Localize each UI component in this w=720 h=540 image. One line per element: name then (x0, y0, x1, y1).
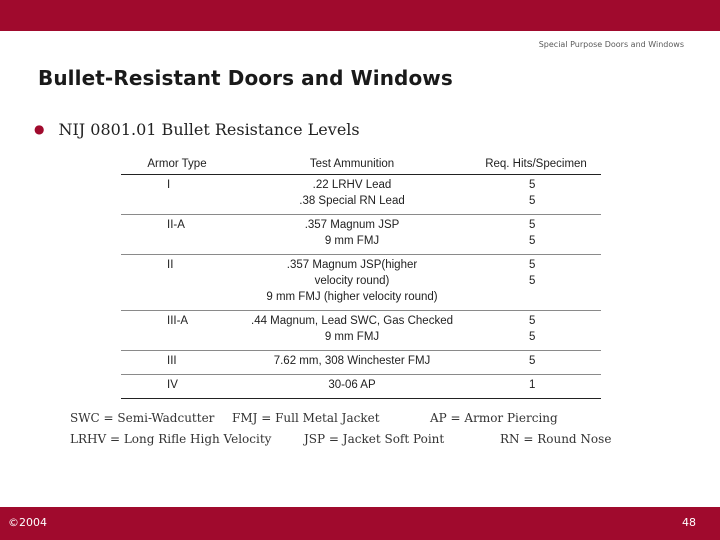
hits-value: 5 (529, 179, 536, 191)
hits-value: 5 (529, 315, 536, 327)
armor-type-cell: I (167, 179, 171, 191)
ammunition-line: .44 Magnum, Lead SWC, Gas Checked (251, 315, 453, 327)
column-header-armor-type: Armor Type (121, 155, 233, 175)
copyright-text: ©2004 (8, 516, 47, 529)
hits-value: 5 (529, 259, 536, 271)
ammunition-line: 9 mm FMJ (324, 331, 380, 343)
hits-value: 5 (529, 275, 536, 287)
hits-value: 5 (529, 219, 536, 231)
table-row (121, 215, 601, 255)
column-header-test-ammunition: Test Ammunition (233, 155, 471, 175)
table-row (121, 311, 601, 351)
bullet-item (34, 120, 360, 139)
bottom-banner (0, 507, 720, 540)
hits-value: 1 (529, 379, 536, 391)
hits-cell (471, 215, 601, 255)
ammunition-cell (233, 215, 471, 255)
ammunition-line: 9 mm FMJ (324, 235, 380, 247)
hits-cell (471, 175, 601, 215)
ammunition-cell (233, 255, 471, 311)
ammunition-line: .357 Magnum JSP(higher velocity round) (286, 259, 418, 287)
ammunition-cell (233, 351, 471, 375)
table-row (121, 375, 601, 399)
abbreviation-ap: AP = Armor Piercing (430, 411, 558, 425)
abbreviation-jsp: JSP = Jacket Soft Point (304, 432, 445, 446)
abbreviation-swc: SWC = Semi-Wadcutter (70, 411, 215, 425)
table-row (121, 255, 601, 311)
hits-value: 5 (529, 331, 536, 343)
ammunition-cell (233, 175, 471, 215)
hits-cell (471, 255, 601, 311)
hits-cell (471, 351, 601, 375)
hits-cell (471, 311, 601, 351)
ammunition-line: 30-06 AP (328, 379, 376, 391)
armor-type-cell: III (167, 355, 177, 367)
abbreviation-lrhv: LRHV = Long Rifle High Velocity (70, 432, 272, 446)
ammunition-line: .22 LRHV Lead (312, 179, 392, 191)
table-header-row (121, 155, 601, 175)
top-banner (0, 0, 720, 31)
nij-levels-table (121, 155, 601, 399)
column-header-req-hits: Req. Hits/Specimen (471, 155, 601, 175)
hits-value: 5 (529, 195, 536, 207)
abbreviation-fmj: FMJ = Full Metal Jacket (232, 411, 380, 425)
armor-type-cell: IV (167, 379, 178, 391)
armor-type-cell: II-A (167, 219, 185, 231)
table-row (121, 175, 601, 215)
ammunition-line: 7.62 mm, 308 Winchester FMJ (273, 355, 431, 367)
header-label: Special Purpose Doors and Windows (538, 40, 684, 49)
ammunition-line: 9 mm FMJ (higher velocity round) (266, 291, 438, 303)
table-row (121, 351, 601, 375)
page-number: 48 (682, 516, 696, 529)
ammunition-line: .357 Magnum JSP (304, 219, 400, 231)
hits-cell (471, 375, 601, 399)
ammunition-cell (233, 375, 471, 399)
hits-value: 5 (529, 355, 536, 367)
ammunition-cell (233, 311, 471, 351)
bullet-text: NIJ 0801.01 Bullet Resistance Levels (58, 120, 360, 139)
hits-value: 5 (529, 235, 536, 247)
armor-type-cell: III-A (167, 315, 189, 327)
armor-type-cell: II (167, 259, 174, 271)
slide-title: Bullet-Resistant Doors and Windows (38, 66, 453, 90)
abbreviation-rn: RN = Round Nose (500, 432, 612, 446)
ammunition-line: .38 Special RN Lead (299, 195, 405, 207)
bullet-icon: ● (34, 122, 45, 136)
